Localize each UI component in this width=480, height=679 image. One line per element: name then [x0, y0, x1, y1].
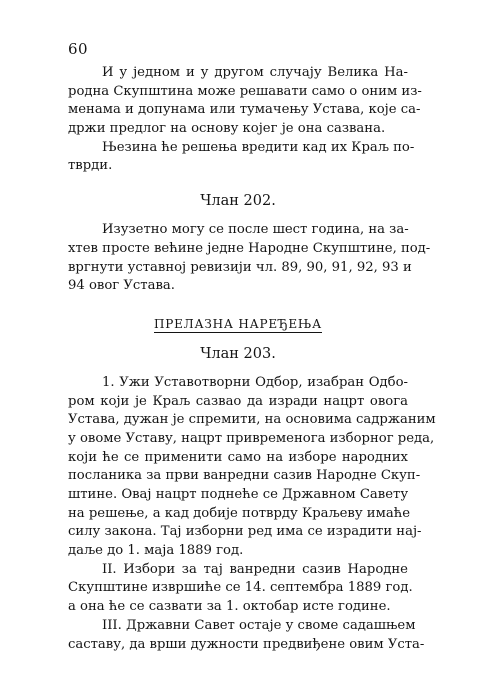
text-line: 1. Ужи Уставотворни Одбор, изабран Одбо- [102, 374, 408, 390]
text-line: Устава, дужан је спремити, на основима садржаним [68, 412, 436, 428]
paragraph-item-3 [68, 617, 425, 654]
text-line: менама и допунама или тумачењу Устава, које са- [68, 102, 421, 118]
text-line: посланика за први ванредни сазив Народне Скуп- [68, 468, 421, 484]
article-heading-202: Члан 202. [200, 193, 276, 210]
paragraph-king-approval [68, 139, 415, 176]
text-line: силу закона. Тај изборни ред има се израдити нај- [68, 524, 422, 540]
text-line: саставу, да врши дужности предвиђене овим Уста- [68, 636, 425, 652]
text-line: на решење, а кад добије потврду Краљеву имаће [68, 505, 411, 521]
section-title-text: ПРЕЛАЗНА НАРЕЂЕЊА [153, 316, 323, 331]
text-line: 94 овог Устава. [68, 278, 175, 294]
text-line: хтев просте већине једне Народне Скупштине, под- [68, 240, 431, 256]
section-title [68, 314, 408, 334]
text-line: а она ће се сазвати за 1. октобар исте године. [68, 599, 391, 615]
text-line: даље до 1. маја 1889 год. [68, 543, 244, 559]
paragraph-item-1 [68, 374, 436, 561]
article-heading-203: Члан 203. [200, 345, 276, 362]
page-number: 60 [68, 40, 89, 58]
text-line: у овоме Уставу, нацрт привременога изборног реда, [68, 430, 435, 446]
text-line: који ће се применити само на изборе народних [68, 449, 408, 465]
paragraph-amendment-scope [68, 64, 422, 139]
text-line: вргнути уставној ревизији чл. 89, 90, 91, 92, 93 и [68, 259, 412, 275]
text-line: Изузетно могу се после шест година, на за- [102, 222, 409, 238]
text-line: штине. Овај нацрт поднеће се Државном Савету [68, 487, 409, 502]
text-line: Њезина ће решења вредити кад их Краљ по- [102, 139, 415, 155]
text-line: Скупштине извршиће се 14. септембра 1889 год. [68, 580, 413, 596]
paragraph-item-2 [68, 561, 413, 617]
text-line: И у једном и у другом случају Велика На- [102, 65, 408, 80]
paragraph-revision [68, 221, 431, 296]
text-line: родна Скупштина може решавати само о оним из- [68, 83, 422, 99]
text-line: III. Државни Савет остаје у своме садашњем [102, 617, 416, 633]
text-line: држи предлог на основу којег је она сазвана. [68, 121, 386, 137]
text-line: II. Избори за тај ванредни сазив Народне [102, 561, 408, 577]
text-line: тврди. [68, 158, 113, 174]
page-body [68, 64, 436, 654]
text-line: ром који је Краљ сазвао да изради нацрт овога [68, 393, 408, 409]
